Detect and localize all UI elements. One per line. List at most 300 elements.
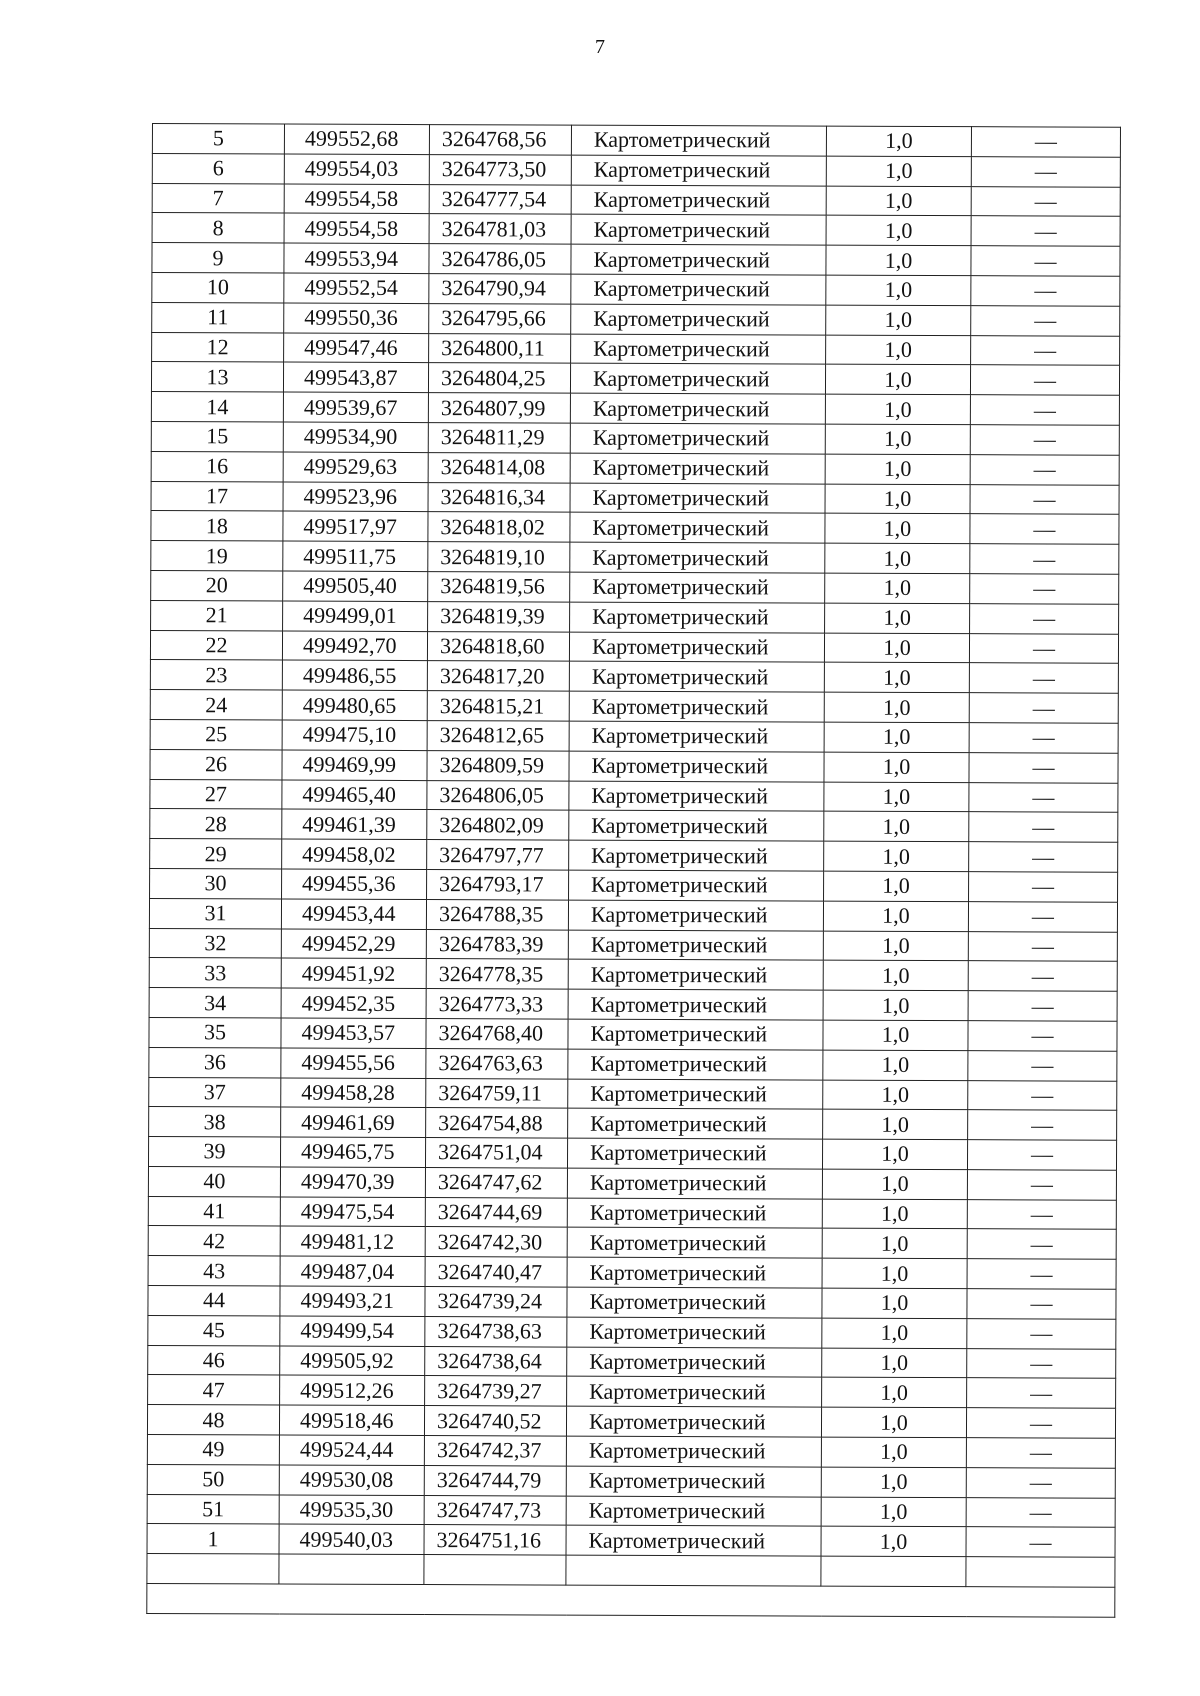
point-number-cell: 38	[149, 1107, 281, 1137]
method-cell: Картометрический	[571, 155, 826, 186]
description-cell: —	[967, 1378, 1116, 1408]
x-coordinate-cell: 499517,97	[283, 511, 428, 541]
point-number-cell: 51	[147, 1494, 279, 1524]
x-coordinate-cell: 499465,40	[282, 780, 427, 810]
description-cell: —	[967, 1289, 1116, 1319]
x-coordinate-cell: 499469,99	[282, 750, 427, 780]
accuracy-cell: 1,0	[824, 722, 969, 752]
method-cell: Картометрический	[568, 1049, 823, 1080]
accuracy-cell: 1,0	[826, 305, 971, 335]
method-cell: Картометрический	[567, 1287, 822, 1318]
x-coordinate-cell: 499475,10	[282, 720, 427, 750]
point-number-cell: 29	[150, 839, 282, 869]
x-coordinate-cell: 499458,28	[281, 1078, 426, 1108]
empty-cell	[821, 1556, 966, 1586]
point-number-cell: 36	[149, 1047, 281, 1077]
description-cell: —	[971, 276, 1120, 306]
table-row	[148, 1375, 1116, 1409]
y-coordinate-cell: 3264744,79	[424, 1465, 566, 1495]
accuracy-cell: 1,0	[826, 186, 971, 216]
table-row	[149, 1077, 1117, 1111]
method-cell: Картометрический	[569, 691, 824, 722]
x-coordinate-cell: 499511,75	[283, 541, 428, 571]
table-row	[151, 570, 1119, 604]
method-cell: Картометрический	[569, 721, 824, 752]
point-number-cell: 28	[150, 809, 282, 839]
method-cell: Картометрический	[570, 542, 825, 573]
accuracy-cell: 1,0	[825, 454, 970, 484]
empty-cell	[147, 1584, 1115, 1618]
point-number-cell: 19	[151, 541, 283, 571]
x-coordinate-cell: 499486,55	[282, 660, 427, 690]
method-cell: Картометрический	[567, 1257, 822, 1288]
point-number-cell: 32	[149, 928, 281, 958]
accuracy-cell: 1,0	[825, 513, 970, 543]
table-row	[148, 1315, 1116, 1349]
x-coordinate-cell: 499493,21	[280, 1286, 425, 1316]
point-number-cell: 18	[151, 511, 283, 541]
point-number-cell: 6	[152, 153, 284, 183]
point-number-cell: 33	[149, 958, 281, 988]
point-number-cell: 35	[149, 1017, 281, 1047]
table-row	[149, 1017, 1117, 1051]
accuracy-cell: 1,0	[824, 752, 969, 782]
y-coordinate-cell: 3264747,62	[425, 1167, 567, 1197]
table-row	[150, 868, 1118, 902]
x-coordinate-cell: 499530,08	[279, 1465, 424, 1495]
method-cell: Картометрический	[570, 453, 825, 484]
description-cell: —	[970, 425, 1119, 455]
point-number-cell: 12	[152, 332, 284, 362]
point-number-cell: 39	[148, 1137, 280, 1167]
x-coordinate-cell: 499505,92	[280, 1346, 425, 1376]
description-cell: —	[971, 216, 1120, 246]
accuracy-cell: 1,0	[823, 990, 968, 1020]
table-row	[152, 302, 1120, 336]
x-coordinate-cell: 499453,44	[281, 899, 426, 929]
method-cell: Картометрический	[569, 751, 824, 782]
table-row	[148, 1166, 1116, 1200]
description-cell: —	[971, 127, 1120, 157]
accuracy-cell: 1,0	[823, 1050, 968, 1080]
accuracy-cell: 1,0	[826, 126, 971, 156]
x-coordinate-cell: 499499,54	[280, 1316, 425, 1346]
point-number-cell: 34	[149, 988, 281, 1018]
x-coordinate-cell: 499481,12	[280, 1226, 425, 1256]
x-coordinate-cell: 499505,40	[283, 571, 428, 601]
point-number-cell: 25	[150, 719, 282, 749]
method-cell: Картометрический	[568, 959, 823, 990]
description-cell: —	[969, 633, 1118, 663]
point-number-cell: 16	[151, 451, 283, 481]
y-coordinate-cell: 3264788,35	[426, 899, 568, 929]
y-coordinate-cell: 3264778,35	[426, 959, 568, 989]
x-coordinate-cell: 499487,04	[280, 1256, 425, 1286]
x-coordinate-cell: 499451,92	[281, 958, 426, 988]
empty-cell	[279, 1554, 424, 1584]
point-number-cell: 7	[152, 183, 284, 213]
y-coordinate-cell: 3264754,88	[426, 1108, 568, 1138]
table-row	[151, 600, 1119, 634]
x-coordinate-cell: 499452,35	[281, 988, 426, 1018]
table-row	[150, 719, 1118, 753]
accuracy-cell: 1,0	[821, 1467, 966, 1497]
accuracy-cell: 1,0	[825, 424, 970, 454]
x-coordinate-cell: 499529,63	[283, 452, 428, 482]
y-coordinate-cell: 3264768,40	[426, 1018, 568, 1048]
table-row	[147, 1464, 1115, 1498]
method-cell: Картометрический	[566, 1406, 821, 1437]
method-cell: Картометрический	[566, 1496, 821, 1527]
description-cell: —	[967, 1319, 1116, 1349]
y-coordinate-cell: 3264742,30	[425, 1227, 567, 1257]
y-coordinate-cell: 3264800,11	[429, 333, 571, 363]
accuracy-cell: 1,0	[823, 1080, 968, 1110]
y-coordinate-cell: 3264802,09	[427, 810, 569, 840]
x-coordinate-cell: 499535,30	[279, 1495, 424, 1525]
method-cell: Картометрический	[567, 1377, 822, 1408]
description-cell: —	[968, 901, 1117, 931]
method-cell: Картометрический	[566, 1436, 821, 1467]
y-coordinate-cell: 3264815,21	[427, 691, 569, 721]
description-cell: —	[970, 395, 1119, 425]
table-row	[150, 839, 1118, 873]
y-coordinate-cell: 3264740,52	[424, 1406, 566, 1436]
accuracy-cell: 1,0	[821, 1527, 966, 1557]
x-coordinate-cell: 499453,57	[281, 1018, 426, 1048]
table-row	[147, 1524, 1115, 1558]
point-number-cell: 13	[151, 362, 283, 392]
method-cell: Картометрический	[566, 1526, 821, 1557]
point-number-cell: 9	[152, 243, 284, 273]
method-cell: Картометрический	[570, 363, 825, 394]
accuracy-cell: 1,0	[825, 573, 970, 603]
accuracy-cell: 1,0	[826, 215, 971, 245]
description-cell: —	[966, 1408, 1115, 1438]
y-coordinate-cell: 3264740,47	[425, 1257, 567, 1287]
accuracy-cell: 1,0	[822, 1199, 967, 1229]
accuracy-cell: 1,0	[825, 364, 970, 394]
x-coordinate-cell: 499475,54	[280, 1197, 425, 1227]
x-coordinate-cell: 499554,58	[284, 213, 429, 243]
x-coordinate-cell: 499550,36	[284, 303, 429, 333]
table-row	[148, 1345, 1116, 1379]
coordinates-table	[146, 123, 1121, 1618]
accuracy-cell: 1,0	[824, 633, 969, 663]
y-coordinate-cell: 3264806,05	[427, 780, 569, 810]
accuracy-cell: 1,0	[823, 1109, 968, 1139]
y-coordinate-cell: 3264819,56	[428, 572, 570, 602]
accuracy-cell: 1,0	[822, 1378, 967, 1408]
table-row	[150, 630, 1118, 664]
accuracy-cell: 1,0	[822, 1258, 967, 1288]
x-coordinate-cell: 499547,46	[284, 333, 429, 363]
empty-table-row	[147, 1554, 1115, 1588]
point-number-cell: 26	[150, 749, 282, 779]
point-number-cell: 45	[148, 1315, 280, 1345]
y-coordinate-cell: 3264773,50	[429, 154, 571, 184]
x-coordinate-cell: 499512,26	[280, 1375, 425, 1405]
point-number-cell: 30	[150, 868, 282, 898]
point-number-cell: 22	[150, 630, 282, 660]
description-cell: —	[971, 186, 1120, 216]
point-number-cell: 44	[148, 1286, 280, 1316]
method-cell: Картометрический	[568, 1019, 823, 1050]
x-coordinate-cell: 499554,58	[284, 184, 429, 214]
table-row	[152, 213, 1120, 247]
y-coordinate-cell: 3264795,66	[429, 303, 571, 333]
method-cell: Картометрический	[569, 661, 824, 692]
accuracy-cell: 1,0	[825, 603, 970, 633]
table-row	[149, 988, 1117, 1022]
description-cell: —	[971, 156, 1120, 186]
y-coordinate-cell: 3264751,04	[425, 1138, 567, 1168]
table-footer-row	[147, 1584, 1115, 1618]
y-coordinate-cell: 3264807,99	[428, 393, 570, 423]
description-cell: —	[967, 1140, 1116, 1170]
description-cell: —	[971, 246, 1120, 276]
y-coordinate-cell: 3264773,33	[426, 989, 568, 1019]
y-coordinate-cell: 3264818,60	[427, 631, 569, 661]
description-cell: —	[969, 782, 1118, 812]
y-coordinate-cell: 3264777,54	[429, 184, 571, 214]
description-cell: —	[967, 1348, 1116, 1378]
point-number-cell: 17	[151, 481, 283, 511]
table-row	[148, 1137, 1116, 1171]
point-number-cell: 5	[152, 124, 284, 154]
description-cell: —	[968, 1080, 1117, 1110]
description-cell: —	[967, 1259, 1116, 1289]
table-row	[150, 779, 1118, 813]
description-cell: —	[969, 812, 1118, 842]
point-number-cell: 27	[150, 779, 282, 809]
description-cell: —	[966, 1467, 1115, 1497]
point-number-cell: 37	[149, 1077, 281, 1107]
accuracy-cell: 1,0	[823, 960, 968, 990]
coordinates-table-body	[147, 124, 1121, 1618]
accuracy-cell: 1,0	[825, 394, 970, 424]
accuracy-cell: 1,0	[824, 782, 969, 812]
page-number: 7	[595, 36, 605, 58]
method-cell: Картометрический	[570, 572, 825, 603]
method-cell: Картометрический	[568, 1108, 823, 1139]
x-coordinate-cell: 499461,39	[282, 809, 427, 839]
point-number-cell: 41	[148, 1196, 280, 1226]
y-coordinate-cell: 3264790,94	[429, 274, 571, 304]
empty-cell	[424, 1555, 566, 1585]
method-cell: Картометрический	[569, 632, 824, 663]
x-coordinate-cell: 499480,65	[282, 690, 427, 720]
y-coordinate-cell: 3264738,64	[425, 1346, 567, 1376]
x-coordinate-cell: 499461,69	[281, 1107, 426, 1137]
table-row	[152, 272, 1120, 306]
point-number-cell: 1	[147, 1524, 279, 1554]
table-row	[147, 1494, 1115, 1528]
y-coordinate-cell: 3264793,17	[427, 869, 569, 899]
accuracy-cell: 1,0	[822, 1288, 967, 1318]
description-cell: —	[970, 574, 1119, 604]
x-coordinate-cell: 499539,67	[283, 392, 428, 422]
description-cell: —	[969, 872, 1118, 902]
table-row	[149, 928, 1117, 962]
empty-cell	[566, 1555, 821, 1586]
empty-cell	[966, 1557, 1115, 1587]
accuracy-cell: 1,0	[822, 1318, 967, 1348]
point-number-cell: 40	[148, 1166, 280, 1196]
description-cell: —	[969, 723, 1118, 753]
x-coordinate-cell: 499552,54	[284, 273, 429, 303]
accuracy-cell: 1,0	[821, 1437, 966, 1467]
x-coordinate-cell: 499455,36	[282, 869, 427, 899]
table-row	[151, 541, 1119, 575]
x-coordinate-cell: 499543,87	[283, 362, 428, 392]
method-cell: Картометрический	[570, 393, 825, 424]
method-cell: Картометрический	[569, 870, 824, 901]
method-cell: Картометрический	[570, 512, 825, 543]
description-cell: —	[967, 1229, 1116, 1259]
point-number-cell: 47	[148, 1375, 280, 1405]
accuracy-cell: 1,0	[825, 484, 970, 514]
table-row	[150, 749, 1118, 783]
point-number-cell: 10	[152, 272, 284, 302]
accuracy-cell: 1,0	[821, 1497, 966, 1527]
table-row	[148, 1226, 1116, 1260]
table-row	[152, 332, 1120, 366]
x-coordinate-cell: 499499,01	[283, 601, 428, 631]
table-row	[152, 153, 1120, 187]
x-coordinate-cell: 499458,02	[282, 839, 427, 869]
method-cell: Картометрический	[567, 1168, 822, 1199]
description-cell: —	[966, 1438, 1115, 1468]
y-coordinate-cell: 3264747,73	[424, 1495, 566, 1525]
table-row	[148, 1196, 1116, 1230]
point-number-cell: 21	[151, 600, 283, 630]
y-coordinate-cell: 3264814,08	[428, 452, 570, 482]
x-coordinate-cell: 499553,94	[284, 243, 429, 273]
x-coordinate-cell: 499540,03	[279, 1524, 424, 1554]
x-coordinate-cell: 499465,75	[280, 1137, 425, 1167]
method-cell: Картометрический	[571, 334, 826, 365]
point-number-cell: 20	[151, 570, 283, 600]
description-cell: —	[967, 1170, 1116, 1200]
point-number-cell: 14	[151, 392, 283, 422]
description-cell: —	[971, 305, 1120, 335]
y-coordinate-cell: 3264811,29	[428, 423, 570, 453]
y-coordinate-cell: 3264744,69	[425, 1197, 567, 1227]
point-number-cell: 43	[148, 1256, 280, 1286]
table-row	[151, 362, 1119, 396]
method-cell: Картометрический	[567, 1317, 822, 1348]
description-cell: —	[968, 961, 1117, 991]
description-cell: —	[970, 484, 1119, 514]
x-coordinate-cell: 499452,29	[281, 929, 426, 959]
table-row	[152, 243, 1120, 277]
accuracy-cell: 1,0	[822, 1229, 967, 1259]
accuracy-cell: 1,0	[824, 841, 969, 871]
accuracy-cell: 1,0	[824, 811, 969, 841]
y-coordinate-cell: 3264781,03	[429, 214, 571, 244]
x-coordinate-cell: 499518,46	[279, 1405, 424, 1435]
method-cell: Картометрический	[570, 483, 825, 514]
description-cell: —	[969, 752, 1118, 782]
method-cell: Картометрический	[570, 602, 825, 633]
method-cell: Картометрический	[568, 930, 823, 961]
description-cell: —	[971, 335, 1120, 365]
x-coordinate-cell: 499470,39	[280, 1167, 425, 1197]
accuracy-cell: 1,0	[823, 901, 968, 931]
method-cell: Картометрический	[567, 1198, 822, 1229]
x-coordinate-cell: 499523,96	[283, 482, 428, 512]
y-coordinate-cell: 3264742,37	[424, 1436, 566, 1466]
y-coordinate-cell: 3264763,63	[426, 1048, 568, 1078]
y-coordinate-cell: 3264818,02	[428, 512, 570, 542]
accuracy-cell: 1,0	[826, 245, 971, 275]
method-cell: Картометрический	[568, 989, 823, 1020]
y-coordinate-cell: 3264812,65	[427, 720, 569, 750]
point-number-cell: 31	[149, 898, 281, 928]
y-coordinate-cell: 3264817,20	[427, 661, 569, 691]
method-cell: Картометрический	[569, 810, 824, 841]
table-row	[151, 392, 1119, 426]
y-coordinate-cell: 3264768,56	[429, 125, 571, 155]
table-row	[152, 183, 1120, 217]
method-cell: Картометрический	[566, 1466, 821, 1497]
description-cell: —	[970, 544, 1119, 574]
description-cell: —	[969, 693, 1118, 723]
x-coordinate-cell: 499524,44	[279, 1435, 424, 1465]
y-coordinate-cell: 3264738,63	[425, 1316, 567, 1346]
method-cell: Картометрический	[567, 1138, 822, 1169]
table-row	[151, 421, 1119, 455]
table-row	[151, 481, 1119, 515]
y-coordinate-cell: 3264819,10	[428, 542, 570, 572]
accuracy-cell: 1,0	[825, 543, 970, 573]
y-coordinate-cell: 3264816,34	[428, 482, 570, 512]
y-coordinate-cell: 3264739,24	[425, 1287, 567, 1317]
point-number-cell: 15	[151, 421, 283, 451]
y-coordinate-cell: 3264751,16	[424, 1525, 566, 1555]
table-row	[151, 451, 1119, 485]
point-number-cell: 23	[150, 660, 282, 690]
description-cell: —	[970, 454, 1119, 484]
description-cell: —	[969, 842, 1118, 872]
table-row	[149, 1107, 1117, 1141]
table-row	[148, 1286, 1116, 1320]
accuracy-cell: 1,0	[826, 156, 971, 186]
description-cell: —	[968, 991, 1117, 1021]
y-coordinate-cell: 3264809,59	[427, 750, 569, 780]
point-number-cell: 24	[150, 690, 282, 720]
y-coordinate-cell: 3264786,05	[429, 244, 571, 274]
method-cell: Картометрический	[567, 1347, 822, 1378]
y-coordinate-cell: 3264739,27	[425, 1376, 567, 1406]
description-cell: —	[970, 365, 1119, 395]
y-coordinate-cell: 3264804,25	[428, 363, 570, 393]
point-number-cell: 48	[147, 1405, 279, 1435]
x-coordinate-cell: 499552,68	[284, 124, 429, 154]
method-cell: Картометрический	[569, 840, 824, 871]
method-cell: Картометрический	[571, 304, 826, 335]
table-row	[152, 124, 1120, 158]
accuracy-cell: 1,0	[822, 1139, 967, 1169]
x-coordinate-cell: 499554,03	[284, 154, 429, 184]
x-coordinate-cell: 499455,56	[281, 1048, 426, 1078]
point-number-cell: 49	[147, 1435, 279, 1465]
accuracy-cell: 1,0	[823, 1020, 968, 1050]
point-number-cell: 8	[152, 213, 284, 243]
x-coordinate-cell: 499492,70	[282, 631, 427, 661]
description-cell: —	[967, 1199, 1116, 1229]
